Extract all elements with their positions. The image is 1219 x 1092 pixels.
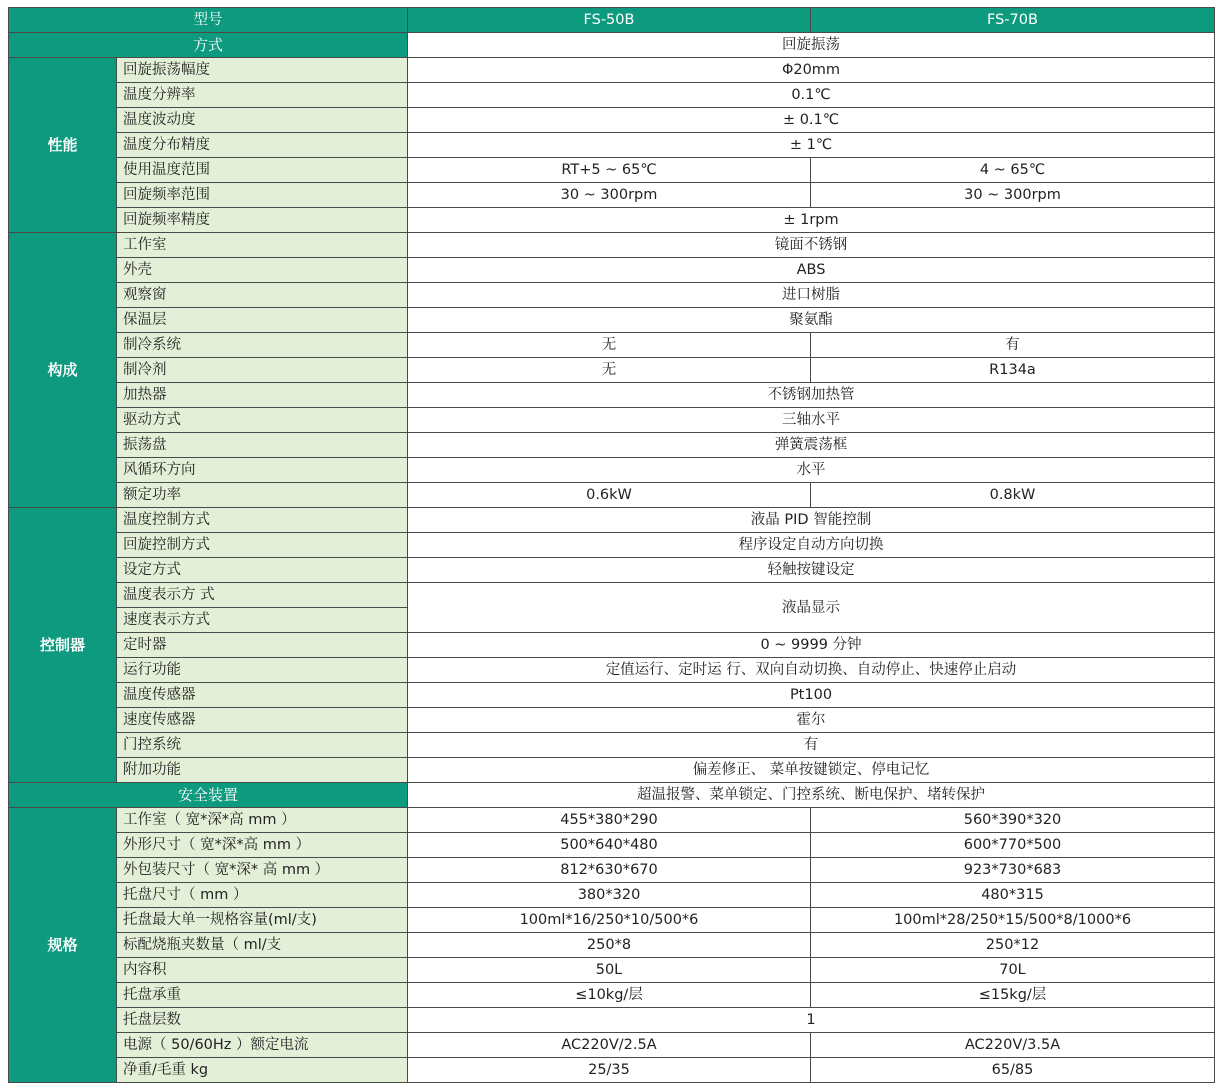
row-value-merged: 偏差修正、 菜单按键锁定、停电记忆 [408, 758, 1215, 783]
row-label: 使用温度范围 [117, 158, 408, 183]
row-label: 回旋频率范围 [117, 183, 408, 208]
row-label: 制冷剂 [117, 358, 408, 383]
row-value-merged: 聚氨酯 [408, 308, 1215, 333]
table-row [9, 433, 1215, 458]
row-label: 托盘承重 [117, 983, 408, 1008]
row-value-merged: 0.1℃ [408, 83, 1215, 108]
row-value-merged: Φ20mm [408, 58, 1215, 83]
row-label: 工作室 [117, 233, 408, 258]
table-row [9, 733, 1215, 758]
model-header-fs-50b: FS-50B [408, 8, 811, 33]
table-row [9, 1008, 1215, 1033]
row-value-merged: 进口树脂 [408, 283, 1215, 308]
table-row [9, 58, 1215, 83]
row-value-fs-50b: 500*640*480 [408, 833, 811, 858]
row-value-merged: 回旋振荡 [408, 33, 1215, 58]
row-value-merged: 弹簧震荡框 [408, 433, 1215, 458]
row-label: 净重/毛重 kg [117, 1058, 408, 1083]
row-value-merged: 镜面不锈钢 [408, 233, 1215, 258]
row-label: 观察窗 [117, 283, 408, 308]
group-label: 构成 [9, 233, 117, 508]
table-row [9, 558, 1215, 583]
row-label: 托盘最大单一规格容量(ml/支) [117, 908, 408, 933]
row-value-merged: 液晶显示 [408, 583, 1215, 633]
row-value-fs-50b: RT+5 ~ 65℃ [408, 158, 811, 183]
row-value-fs-50b: 250*8 [408, 933, 811, 958]
row-value-merged: 1 [408, 1008, 1215, 1033]
table-row [9, 458, 1215, 483]
row-label: 外壳 [117, 258, 408, 283]
row-label: 温度传感器 [117, 683, 408, 708]
row-value-merged: 轻触按键设定 [408, 558, 1215, 583]
row-label: 保温层 [117, 308, 408, 333]
table-row [9, 958, 1215, 983]
row-label: 运行功能 [117, 658, 408, 683]
row-value-fs-70b: 0.8kW [811, 483, 1215, 508]
row-label: 温度控制方式 [117, 508, 408, 533]
row-value-fs-70b: R134a [811, 358, 1215, 383]
table-row [9, 833, 1215, 858]
table-row [9, 358, 1215, 383]
spec-table [8, 7, 1215, 1083]
table-row [9, 683, 1215, 708]
row-value-merged: 水平 [408, 458, 1215, 483]
model-header-label: 型号 [9, 8, 408, 33]
row-label: 速度表示方式 [117, 608, 408, 633]
table-row [9, 233, 1215, 258]
table-row [9, 708, 1215, 733]
group-label: 性能 [9, 58, 117, 233]
row-label: 振荡盘 [117, 433, 408, 458]
row-value-fs-70b: 560*390*320 [811, 808, 1215, 833]
row-value-fs-70b: 有 [811, 333, 1215, 358]
table-row [9, 108, 1215, 133]
row-value-fs-50b: 380*320 [408, 883, 811, 908]
row-value-fs-50b: 无 [408, 333, 811, 358]
row-value-fs-50b: 100ml*16/250*10/500*6 [408, 908, 811, 933]
row-label: 安全装置 [9, 783, 408, 808]
row-value-merged: 超温报警、菜单锁定、门控系统、断电保护、堵转保护 [408, 783, 1215, 808]
row-value-fs-70b: 30 ~ 300rpm [811, 183, 1215, 208]
row-label: 回旋振荡幅度 [117, 58, 408, 83]
row-value-merged: Pt100 [408, 683, 1215, 708]
table-row [9, 133, 1215, 158]
row-value-fs-70b: 100ml*28/250*15/500*8/1000*6 [811, 908, 1215, 933]
table-row [9, 933, 1215, 958]
row-label: 驱动方式 [117, 408, 408, 433]
row-value-fs-70b: AC220V/3.5A [811, 1033, 1215, 1058]
table-row [9, 633, 1215, 658]
row-label: 方式 [9, 33, 408, 58]
header-row [9, 8, 1215, 33]
row-value-merged: 霍尔 [408, 708, 1215, 733]
table-row [9, 333, 1215, 358]
table-row [9, 758, 1215, 783]
row-value-merged: 不锈钢加热管 [408, 383, 1215, 408]
row-label: 标配烧瓶夹数量（ ml/支 [117, 933, 408, 958]
table-row [9, 408, 1215, 433]
row-label: 制冷系统 [117, 333, 408, 358]
row-label: 温度表示方 式 [117, 583, 408, 608]
table-row [9, 33, 1215, 58]
row-value-merged: 0 ~ 9999 分钟 [408, 633, 1215, 658]
table-row [9, 808, 1215, 833]
table-row [9, 1033, 1215, 1058]
row-label: 设定方式 [117, 558, 408, 583]
row-label: 温度波动度 [117, 108, 408, 133]
group-label: 规格 [9, 808, 117, 1083]
row-value-fs-50b: 50L [408, 958, 811, 983]
table-row [9, 908, 1215, 933]
table-row [9, 508, 1215, 533]
table-row [9, 158, 1215, 183]
row-value-fs-50b: 0.6kW [408, 483, 811, 508]
table-row [9, 183, 1215, 208]
row-value-fs-50b: ≤10kg/层 [408, 983, 811, 1008]
table-row [9, 1058, 1215, 1083]
row-value-fs-50b: 30 ~ 300rpm [408, 183, 811, 208]
row-label: 回旋频率精度 [117, 208, 408, 233]
row-value-merged: 液晶 PID 智能控制 [408, 508, 1215, 533]
spec-table-body [9, 8, 1215, 1083]
row-value-merged: ± 1rpm [408, 208, 1215, 233]
row-value-fs-70b: 480*315 [811, 883, 1215, 908]
row-value-merged: 三轴水平 [408, 408, 1215, 433]
row-value-fs-50b: 455*380*290 [408, 808, 811, 833]
row-value-fs-70b: 70L [811, 958, 1215, 983]
row-value-fs-70b: ≤15kg/层 [811, 983, 1215, 1008]
table-row [9, 658, 1215, 683]
table-row [9, 258, 1215, 283]
row-label: 风循环方向 [117, 458, 408, 483]
row-value-merged: 程序设定自动方向切换 [408, 533, 1215, 558]
row-value-fs-70b: 600*770*500 [811, 833, 1215, 858]
row-label: 电源（ 50/60Hz ）额定电流 [117, 1033, 408, 1058]
row-value-fs-70b: 4 ~ 65℃ [811, 158, 1215, 183]
row-label: 托盘层数 [117, 1008, 408, 1033]
row-label: 外包装尺寸（ 宽*深* 高 mm ） [117, 858, 408, 883]
table-row [9, 533, 1215, 558]
row-label: 速度传感器 [117, 708, 408, 733]
row-label: 工作室（ 宽*深*高 mm ） [117, 808, 408, 833]
row-value-fs-50b: 无 [408, 358, 811, 383]
table-row [9, 383, 1215, 408]
row-value-merged: ± 0.1℃ [408, 108, 1215, 133]
row-label: 加热器 [117, 383, 408, 408]
row-value-fs-50b: AC220V/2.5A [408, 1033, 811, 1058]
table-row [9, 308, 1215, 333]
row-value-merged: 定值运行、定时运 行、双向自动切换、自动停止、快速停止启动 [408, 658, 1215, 683]
group-label: 控制器 [9, 508, 117, 783]
table-row [9, 208, 1215, 233]
row-label: 温度分布精度 [117, 133, 408, 158]
table-row [9, 858, 1215, 883]
row-label: 托盘尺寸（ mm ） [117, 883, 408, 908]
model-header-fs-70b: FS-70B [811, 8, 1215, 33]
row-label: 内容积 [117, 958, 408, 983]
table-row [9, 583, 1215, 608]
table-row [9, 83, 1215, 108]
row-label: 门控系统 [117, 733, 408, 758]
row-value-fs-70b: 65/85 [811, 1058, 1215, 1083]
row-label: 外形尺寸（ 宽*深*高 mm ） [117, 833, 408, 858]
row-value-merged: ± 1℃ [408, 133, 1215, 158]
row-value-merged: 有 [408, 733, 1215, 758]
table-row [9, 883, 1215, 908]
table-row [9, 483, 1215, 508]
row-value-fs-50b: 812*630*670 [408, 858, 811, 883]
row-value-merged: ABS [408, 258, 1215, 283]
row-value-fs-50b: 25/35 [408, 1058, 811, 1083]
row-label: 附加功能 [117, 758, 408, 783]
row-label: 定时器 [117, 633, 408, 658]
row-label: 回旋控制方式 [117, 533, 408, 558]
table-row [9, 983, 1215, 1008]
row-label: 温度分辨率 [117, 83, 408, 108]
table-row [9, 283, 1215, 308]
table-row [9, 783, 1215, 808]
row-value-fs-70b: 250*12 [811, 933, 1215, 958]
row-label: 额定功率 [117, 483, 408, 508]
row-value-fs-70b: 923*730*683 [811, 858, 1215, 883]
